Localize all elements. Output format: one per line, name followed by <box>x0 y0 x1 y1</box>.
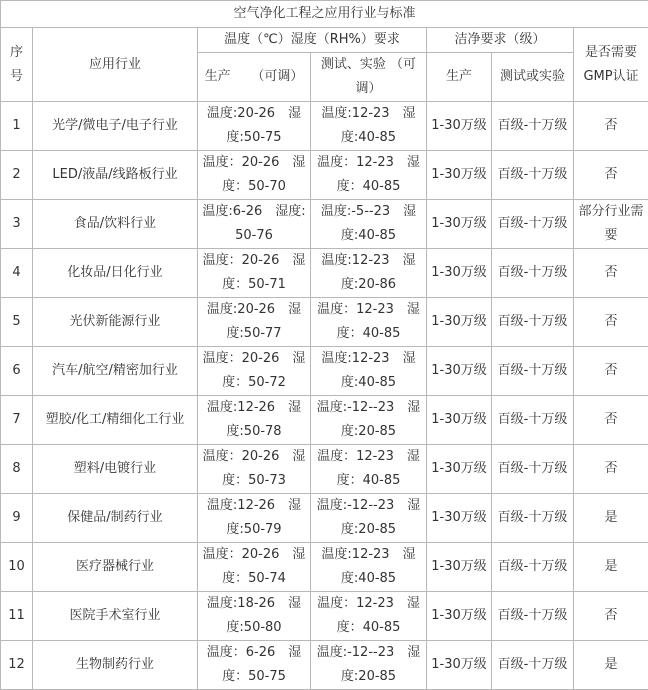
table-row <box>1 249 648 298</box>
cell-seq: 5 <box>1 298 33 347</box>
cell-seq: 11 <box>1 592 33 641</box>
cell-gmp: 否 <box>574 298 648 347</box>
cell-gmp: 否 <box>574 445 648 494</box>
table-row <box>1 347 648 396</box>
cell-prod-temp: 温度：20-26 湿度：50-74 <box>198 543 311 592</box>
cell-clean-test: 百级-十万级 <box>492 494 574 543</box>
cell-test-temp: 温度：12-23 湿度：40-85 <box>311 298 427 347</box>
table-row <box>1 641 648 690</box>
cell-test-temp: 温度:-12--23 湿度:20-85 <box>311 494 427 543</box>
header-seq: 序号 <box>1 28 33 102</box>
cell-industry: 化妆品/日化行业 <box>33 249 198 298</box>
cell-gmp: 否 <box>574 249 648 298</box>
cell-prod-temp: 温度：20-26 湿度：50-71 <box>198 249 311 298</box>
table-row <box>1 396 648 445</box>
table-row <box>1 151 648 200</box>
cell-test-temp: 温度：12-23 湿度：40-85 <box>311 592 427 641</box>
cell-seq: 2 <box>1 151 33 200</box>
cell-seq: 7 <box>1 396 33 445</box>
cell-prod-temp: 温度：20-26 湿度：50-70 <box>198 151 311 200</box>
cell-industry: 塑料/电镀行业 <box>33 445 198 494</box>
table-row <box>1 494 648 543</box>
cell-clean-prod: 1-30万级 <box>427 298 492 347</box>
cell-clean-prod: 1-30万级 <box>427 151 492 200</box>
cell-gmp: 是 <box>574 543 648 592</box>
cell-seq: 12 <box>1 641 33 690</box>
cell-test-temp: 温度:-5--23 湿度:40-85 <box>311 200 427 249</box>
cell-seq: 8 <box>1 445 33 494</box>
table-row <box>1 102 648 151</box>
cell-clean-prod: 1-30万级 <box>427 494 492 543</box>
cell-test-temp: 温度:12-23 湿度:40-85 <box>311 543 427 592</box>
cell-seq: 4 <box>1 249 33 298</box>
cell-clean-test: 百级-十万级 <box>492 102 574 151</box>
cell-test-temp: 温度:12-23 湿度:20-86 <box>311 249 427 298</box>
cell-gmp: 否 <box>574 396 648 445</box>
cell-seq: 3 <box>1 200 33 249</box>
cell-industry: 光学/微电子/电子行业 <box>33 102 198 151</box>
cell-gmp: 否 <box>574 102 648 151</box>
table-row <box>1 592 648 641</box>
cell-clean-prod: 1-30万级 <box>427 249 492 298</box>
cell-prod-temp: 温度：20-26 湿度：50-73 <box>198 445 311 494</box>
cell-clean-test: 百级-十万级 <box>492 445 574 494</box>
cell-seq: 9 <box>1 494 33 543</box>
header-clean: 洁净要求（级） <box>427 28 574 53</box>
header-industry: 应用行业 <box>33 28 198 102</box>
cell-clean-test: 百级-十万级 <box>492 298 574 347</box>
header-temp-humidity: 温度（℃）湿度（RH%）要求 <box>198 28 427 53</box>
cell-gmp: 部分行业需要 <box>574 200 648 249</box>
cell-clean-prod: 1-30万级 <box>427 543 492 592</box>
cell-prod-temp: 温度:20-26 湿度:50-75 <box>198 102 311 151</box>
cell-test-temp: 温度：12-23 湿度：40-85 <box>311 151 427 200</box>
cell-industry: 塑胶/化工/精细化工行业 <box>33 396 198 445</box>
header-production-label: 生产 <box>205 65 231 89</box>
header-clean-production: 生产 <box>427 53 492 102</box>
cell-clean-prod: 1-30万级 <box>427 396 492 445</box>
cell-gmp: 否 <box>574 592 648 641</box>
header-production <box>198 53 311 102</box>
cell-gmp: 否 <box>574 347 648 396</box>
table-title: 空气净化工程之应用行业与标准 <box>1 1 648 28</box>
cell-test-temp: 温度:-12--23 湿度:20-85 <box>311 641 427 690</box>
cell-clean-test: 百级-十万级 <box>492 347 574 396</box>
table-row <box>1 298 648 347</box>
cell-industry: LED/液晶/线路板行业 <box>33 151 198 200</box>
table-row <box>1 543 648 592</box>
cell-gmp: 否 <box>574 151 648 200</box>
cell-prod-temp: 温度:6-26 湿度:50-76 <box>198 200 311 249</box>
cell-clean-prod: 1-30万级 <box>427 445 492 494</box>
header-gmp: 是否需要GMP认证 <box>574 28 648 102</box>
cell-prod-temp: 温度：20-26 湿度：50-72 <box>198 347 311 396</box>
cell-clean-prod: 1-30万级 <box>427 592 492 641</box>
cell-industry: 保健品/制药行业 <box>33 494 198 543</box>
cell-clean-test: 百级-十万级 <box>492 543 574 592</box>
cell-clean-test: 百级-十万级 <box>492 151 574 200</box>
cell-clean-prod: 1-30万级 <box>427 102 492 151</box>
cell-test-temp: 温度:-12--23 湿度:20-85 <box>311 396 427 445</box>
table-row <box>1 445 648 494</box>
cell-clean-test: 百级-十万级 <box>492 249 574 298</box>
cell-clean-prod: 1-30万级 <box>427 641 492 690</box>
table-row <box>1 200 648 249</box>
cell-prod-temp: 温度:12-26 湿度:50-79 <box>198 494 311 543</box>
cell-test-temp: 温度:12-23 湿度:40-85 <box>311 102 427 151</box>
cell-industry: 汽车/航空/精密加行业 <box>33 347 198 396</box>
cell-industry: 医疗器械行业 <box>33 543 198 592</box>
cell-clean-test: 百级-十万级 <box>492 641 574 690</box>
cell-seq: 10 <box>1 543 33 592</box>
cell-seq: 1 <box>1 102 33 151</box>
cell-clean-test: 百级-十万级 <box>492 200 574 249</box>
cell-clean-test: 百级-十万级 <box>492 592 574 641</box>
header-clean-test: 测试或实验 <box>492 53 574 102</box>
cell-industry: 光伏新能源行业 <box>33 298 198 347</box>
cell-industry: 生物制药行业 <box>33 641 198 690</box>
cell-prod-temp: 温度:12-26 湿度:50-78 <box>198 396 311 445</box>
cell-prod-temp: 温度：6-26 湿度：50-75 <box>198 641 311 690</box>
cell-clean-prod: 1-30万级 <box>427 200 492 249</box>
header-production-note: （可调） <box>251 65 303 89</box>
cell-gmp: 是 <box>574 494 648 543</box>
header-test-experiment: 测试、实验 （可调） <box>311 53 427 102</box>
cell-test-temp: 温度：12-23 湿度：40-85 <box>311 445 427 494</box>
cell-gmp: 是 <box>574 641 648 690</box>
cell-test-temp: 温度:12-23 湿度:40-85 <box>311 347 427 396</box>
cell-industry: 医院手术室行业 <box>33 592 198 641</box>
cell-industry: 食品/饮料行业 <box>33 200 198 249</box>
cell-clean-prod: 1-30万级 <box>427 347 492 396</box>
cell-seq: 6 <box>1 347 33 396</box>
cell-prod-temp: 温度:18-26 湿度:50-80 <box>198 592 311 641</box>
cell-prod-temp: 温度:20-26 湿度:50-77 <box>198 298 311 347</box>
cell-clean-test: 百级-十万级 <box>492 396 574 445</box>
